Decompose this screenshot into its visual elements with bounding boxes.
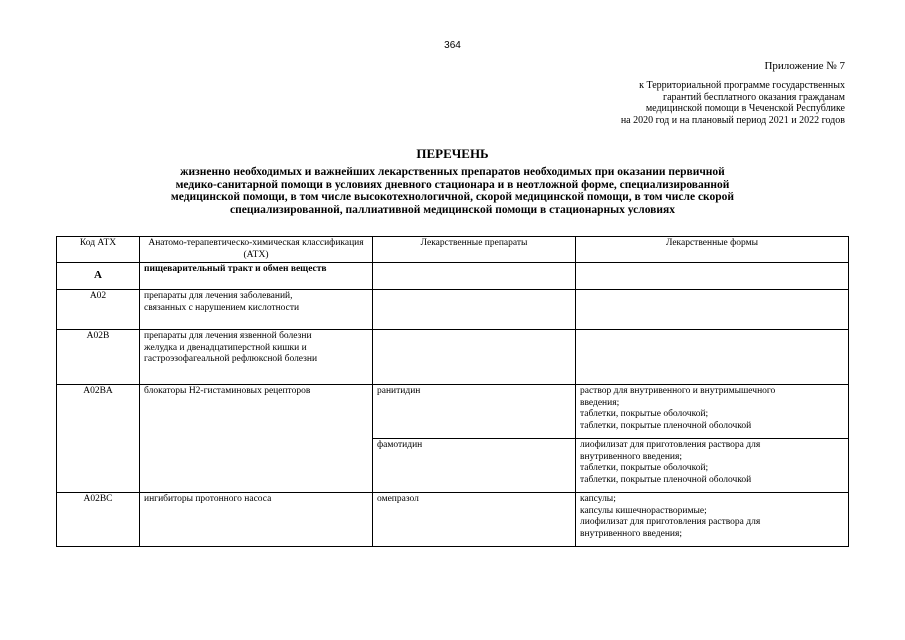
forms-cell bbox=[576, 439, 849, 493]
header-atx-code: Код АТХ bbox=[57, 237, 140, 263]
drug-cell: ранитидин bbox=[373, 385, 576, 439]
document-subheading bbox=[0, 166, 905, 216]
dosage-form-line: введения; bbox=[580, 397, 620, 408]
atx-code-cell: A02 bbox=[57, 290, 140, 330]
atx-code-cell: А bbox=[57, 263, 140, 290]
dosage-form-line: внутривенного введения; bbox=[580, 528, 683, 539]
dosage-form-line: таблетки, покрытые пленочной оболочкой bbox=[580, 420, 752, 431]
classification-line: желудка и двенадцатиперстной кишки и bbox=[144, 342, 307, 353]
appendix-subtitle-line: медицинской помощи в Чеченской Республике bbox=[645, 103, 845, 114]
drug-cell bbox=[373, 330, 576, 385]
drug-cell bbox=[373, 263, 576, 290]
atx-code-cell: A02B bbox=[57, 330, 140, 385]
atx-code-cell: A02BC bbox=[57, 493, 140, 547]
drug-cell: фамотидин bbox=[373, 439, 576, 493]
subheading-line: жизненно необходимых и важнейших лекарственных препаратов необходимых при оказании первичной bbox=[180, 166, 725, 178]
atx-drug-table bbox=[56, 236, 849, 547]
classification-cell bbox=[140, 290, 373, 330]
classification-line: связанных с нарушением кислотности bbox=[144, 302, 300, 313]
classification-cell bbox=[140, 330, 373, 385]
header-drugs: Лекарственные препараты bbox=[373, 237, 576, 263]
classification-cell: ингибиторы протонного насоса bbox=[140, 493, 373, 547]
classification-line: препараты для лечения заболеваний, bbox=[144, 291, 293, 301]
classification-line: препараты для лечения язвенной болезни bbox=[144, 331, 312, 341]
dosage-form-line: таблетки, покрытые пленочной оболочкой bbox=[580, 474, 752, 485]
table-row-a02bc bbox=[57, 493, 849, 547]
dosage-form-line: таблетки, покрытые оболочкой; bbox=[580, 463, 709, 473]
header-dosage-forms: Лекарственные формы bbox=[576, 237, 849, 263]
drug-cell: омепразол bbox=[373, 493, 576, 547]
appendix-subtitle-line: гарантий бесплатного оказания гражданам bbox=[662, 91, 845, 103]
appendix-title: Приложение № 7 bbox=[764, 60, 845, 72]
forms-cell bbox=[576, 330, 849, 385]
page-number: 364 bbox=[444, 40, 461, 51]
table-row-a02ba-ranitidine bbox=[57, 385, 849, 439]
forms-cell bbox=[576, 385, 849, 439]
dosage-form-line: внутривенного введения; bbox=[580, 451, 683, 462]
dosage-form-line: лиофилизат для приготовления раствора для bbox=[580, 440, 761, 450]
classification-cell: пищеварительный тракт и обмен веществ bbox=[140, 263, 373, 290]
table-row-a bbox=[57, 263, 849, 290]
forms-cell bbox=[576, 263, 849, 290]
dosage-form-line: капсулы кишечнорастворимые; bbox=[580, 505, 707, 516]
table-row-a02b bbox=[57, 330, 849, 385]
classification-cell: блокаторы H2-гистаминовых рецепторов bbox=[140, 385, 373, 493]
appendix-subtitle bbox=[621, 80, 845, 126]
drug-cell bbox=[373, 290, 576, 330]
dosage-form-line: лиофилизат для приготовления раствора для bbox=[580, 517, 761, 527]
table-row-a02 bbox=[57, 290, 849, 330]
subheading-line: специализированной, паллиативной медицинской помощи в стационарных условиях bbox=[230, 203, 675, 216]
table-header-row bbox=[57, 237, 849, 263]
forms-cell bbox=[576, 290, 849, 330]
dosage-form-line: раствор для внутривенного и внутримышечного bbox=[580, 386, 776, 396]
dosage-form-line: капсулы; bbox=[580, 494, 616, 504]
appendix-subtitle-line: на 2020 год и на плановый период 2021 и 2022 годов bbox=[620, 114, 845, 126]
classification-line: гастроэзофагеальной рефлюксной болезни bbox=[144, 354, 318, 364]
atx-code-cell: A02BA bbox=[57, 385, 140, 493]
subheading-line: медико-санитарной помощи в условиях дневного стационара и в неотложной форме, специализированной bbox=[175, 178, 730, 191]
subheading-line: медицинской помощи, в том числе высокотехнологичной, скорой медицинской помощи, в том числе скорой bbox=[170, 191, 735, 203]
appendix-subtitle-line: к Территориальной программе государственных bbox=[639, 80, 845, 91]
dosage-form-line: таблетки, покрытые оболочкой; bbox=[580, 409, 709, 419]
forms-cell bbox=[576, 493, 849, 547]
document-heading: ПЕРЕЧЕНЬ bbox=[416, 146, 489, 161]
header-atx-classification: Анатомо-терапевтическо-химическая классификация (АТХ) bbox=[140, 237, 373, 263]
